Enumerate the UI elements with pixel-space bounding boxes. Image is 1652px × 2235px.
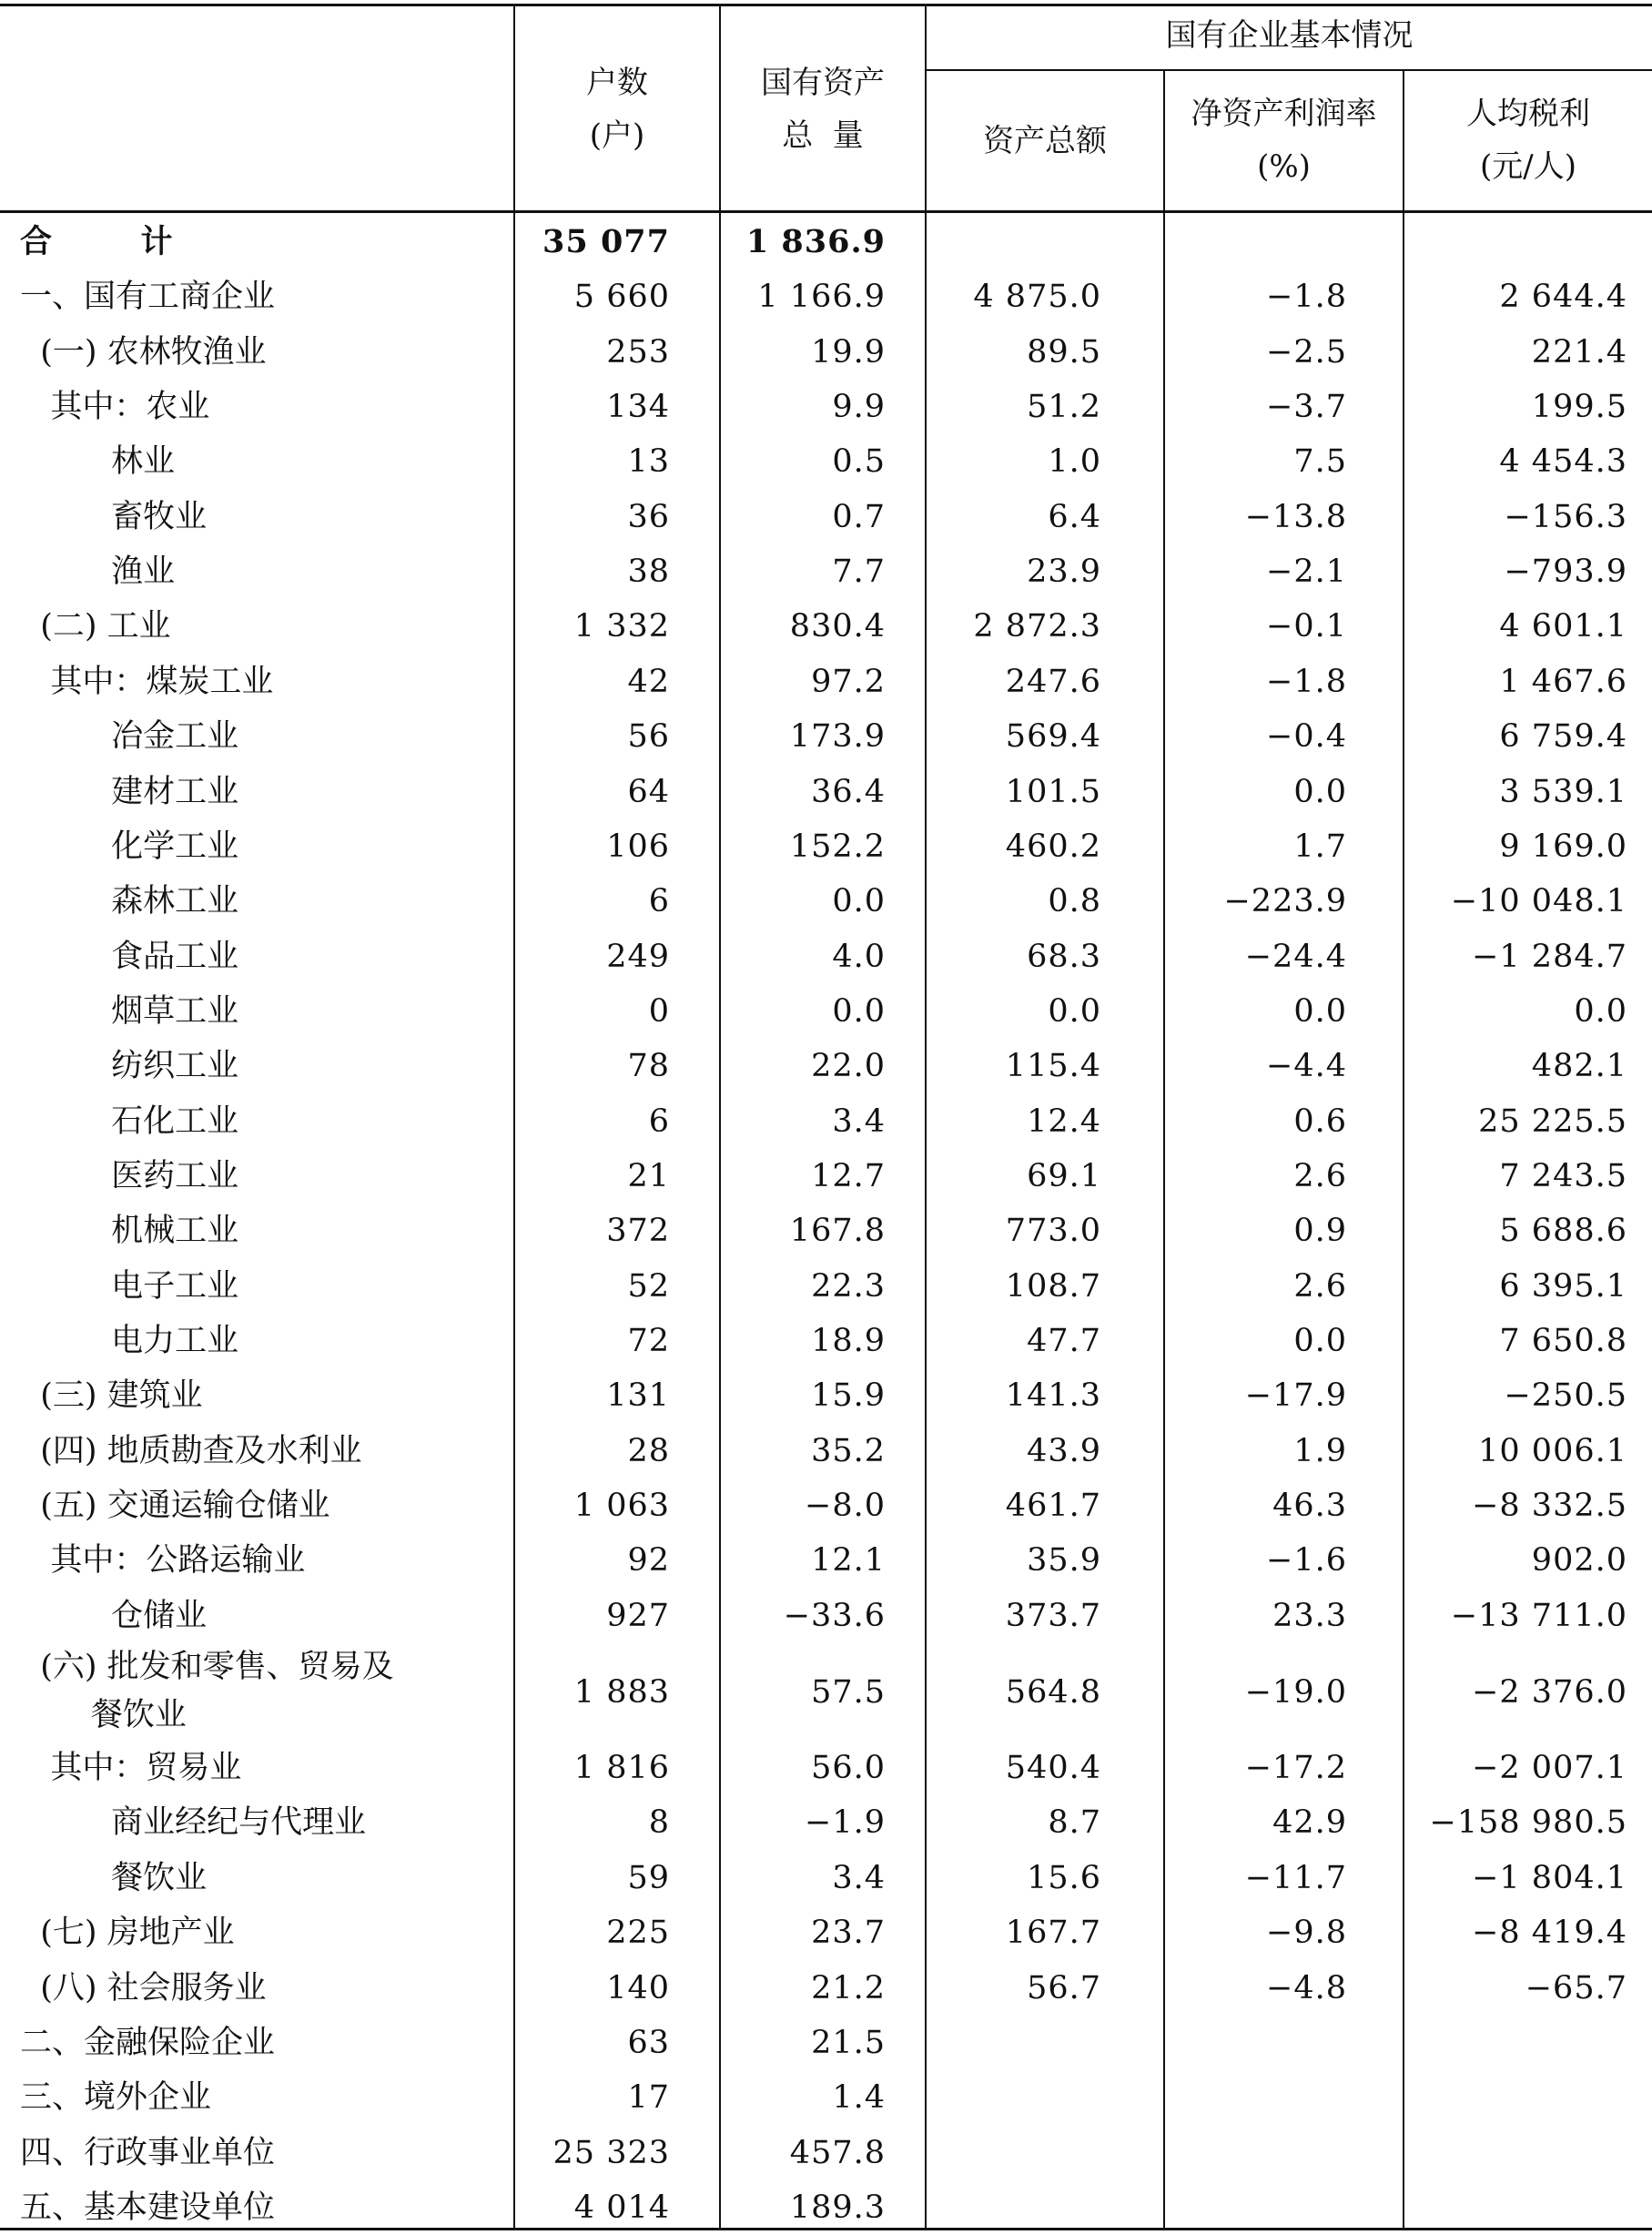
cell-roe: 2.6 [1293,1157,1347,1194]
cell-state-assets: −8.0 [805,1488,886,1525]
cell-tax-per-capita: 10 006.1 [1478,1432,1627,1469]
cell-roe: −13.8 [1244,498,1347,535]
cell-roe: −1.6 [1266,1542,1347,1580]
cell-tax-per-capita: −158 980.5 [1429,1804,1627,1842]
cell-households: 21 [627,1157,670,1194]
cell-total-assets: 0.8 [1048,883,1101,920]
cell-state-assets: 35.2 [811,1432,886,1469]
row-label: 食品工业 [20,938,239,975]
cell-tax-per-capita: 221.4 [1531,333,1627,371]
cell-state-assets: 1 836.9 [745,223,886,260]
cell-state-assets: 57.5 [811,1673,886,1711]
cell-households: 134 [606,389,670,426]
cell-total-assets: 247.6 [1005,663,1101,700]
cell-state-assets: 15.9 [811,1377,886,1415]
col-divider-3 [925,4,927,2230]
cell-state-assets: 3.4 [832,1859,886,1896]
cell-state-assets: 3.4 [832,1102,886,1140]
cell-total-assets: 68.3 [1027,938,1101,975]
cell-households: 5 660 [573,279,670,316]
cell-roe: −4.4 [1266,1048,1347,1085]
row-label: 四、行政事业单位 [20,2134,276,2171]
cell-households: 52 [627,1267,670,1305]
cell-roe: −24.4 [1244,938,1347,975]
cell-state-assets: 22.0 [811,1048,886,1085]
row-label: 机械工业 [20,1213,239,1250]
cell-total-assets: 373.7 [1005,1597,1101,1634]
cell-households: 1 063 [573,1488,670,1525]
header-group-title: 国有企业基本情况 [1165,17,1414,54]
cell-roe: −1.8 [1266,663,1347,700]
col-divider-2 [719,4,721,2230]
cell-state-assets: 7.7 [832,554,886,591]
cell-state-assets: 22.3 [811,1267,886,1305]
cell-households: 63 [627,2024,670,2061]
col-divider-4 [1163,69,1165,2230]
cell-roe: −3.7 [1266,389,1347,426]
cell-households: 6 [648,1102,670,1140]
cell-state-assets: 457.8 [789,2134,886,2171]
cell-roe: −0.4 [1266,718,1347,756]
cell-roe: −223.9 [1223,883,1347,920]
cell-total-assets: 47.7 [1027,1323,1101,1359]
cell-total-assets: 0.0 [1048,992,1101,1030]
cell-tax-per-capita: 2 644.4 [1499,279,1627,316]
row-label: 畜牧业 [20,498,208,535]
row-label: (七) 房地产业 [20,1915,235,1952]
cell-roe: 23.3 [1272,1597,1347,1634]
cell-total-assets: 89.5 [1027,333,1101,371]
cell-households: 56 [627,718,670,756]
row-label: 医药工业 [20,1157,239,1194]
row-label: (二) 工业 [20,608,171,645]
cell-households: 8 [648,1804,670,1842]
cell-households: 78 [627,1048,670,1085]
cell-state-assets: 1.4 [832,2079,886,2117]
cell-total-assets: 540.4 [1005,1750,1101,1787]
cell-roe: −17.9 [1244,1377,1347,1415]
cell-roe: 46.3 [1272,1488,1347,1525]
header-roe: 净资产利润率 (%) [1191,96,1377,185]
cell-households: 64 [627,773,670,810]
cell-households: 1 883 [573,1673,670,1711]
cell-roe: −2.1 [1266,554,1347,591]
cell-households: 17 [627,2079,670,2117]
cell-roe: −11.7 [1244,1859,1347,1896]
row-label: 冶金工业 [20,718,239,756]
row-label: 纺织工业 [20,1048,239,1085]
row-label: 森林工业 [20,883,239,920]
cell-households: 92 [627,1542,670,1580]
row-label: 二、金融保险企业 [20,2024,276,2061]
cell-roe: 0.6 [1293,1102,1347,1140]
cell-roe: 42.9 [1272,1804,1347,1842]
cell-state-assets: 830.4 [789,608,886,645]
cell-state-assets: 18.9 [811,1323,886,1359]
cell-households: 106 [606,828,670,865]
cell-state-assets: 9.9 [832,389,886,426]
cell-tax-per-capita: 902.0 [1531,1542,1627,1580]
cell-tax-per-capita: −250.5 [1504,1377,1627,1415]
cell-state-assets: 97.2 [811,663,886,700]
cell-tax-per-capita: 6 759.4 [1499,718,1627,756]
cell-households: 927 [606,1597,670,1634]
row-label: 其中：农业 [20,389,210,426]
col-divider-1 [513,4,515,2230]
row-label: 烟草工业 [20,992,239,1030]
cell-tax-per-capita: 4 454.3 [1499,443,1627,481]
cell-tax-per-capita: −2 376.0 [1472,1673,1627,1711]
cell-households: 36 [627,498,670,535]
header-households: 户数 (户) [586,65,648,154]
cell-roe: 0.9 [1293,1213,1347,1250]
cell-total-assets: 141.3 [1005,1377,1101,1415]
cell-total-assets: 6.4 [1048,498,1101,535]
cell-households: 42 [627,663,670,700]
cell-total-assets: 461.7 [1005,1488,1101,1525]
cell-tax-per-capita: −156.3 [1504,498,1627,535]
row-label: 林业 [20,443,176,481]
cell-roe: 7.5 [1293,443,1347,481]
cell-roe: −1.8 [1266,279,1347,316]
cell-state-assets: 0.0 [832,992,886,1030]
cell-households: 140 [606,1969,670,2006]
table-top-rule [0,4,1652,6]
cell-roe: 0.0 [1293,1323,1347,1359]
cell-state-assets: 1 166.9 [757,279,886,316]
cell-households: 25 323 [552,2134,670,2171]
cell-households: 1 332 [573,608,670,645]
row-label: 一、国有工商企业 [20,279,276,316]
cell-tax-per-capita: 25 225.5 [1478,1102,1627,1140]
cell-roe: −0.1 [1266,608,1347,645]
cell-roe: 0.0 [1293,773,1347,810]
cell-state-assets: 23.7 [811,1915,886,1952]
cell-roe: −9.8 [1266,1915,1347,1952]
cell-total-assets: 43.9 [1027,1432,1101,1469]
row-label: 商业经纪与代理业 [20,1804,367,1842]
cell-tax-per-capita: 3 539.1 [1499,773,1627,810]
cell-state-assets: 4.0 [832,938,886,975]
cell-state-assets: −1.9 [805,1804,886,1842]
row-label: 五、基本建设单位 [20,2189,276,2226]
cell-tax-per-capita: 0.0 [1574,992,1627,1030]
row-label: 仓储业 [20,1597,208,1634]
row-label: 餐饮业 [20,1859,208,1896]
cell-total-assets: 108.7 [1005,1267,1101,1305]
cell-state-assets: 0.5 [832,443,886,481]
cell-tax-per-capita: −65.7 [1525,1969,1627,2006]
cell-tax-per-capita: 5 688.6 [1499,1213,1627,1250]
row-label: (八) 社会服务业 [20,1969,267,2006]
row-label: (三) 建筑业 [20,1377,203,1415]
col-divider-5 [1403,69,1404,2230]
row-label: 合 计 [20,223,173,260]
row-label: (六) 批发和零售、贸易及 餐饮业 [40,1649,394,1734]
cell-state-assets: 36.4 [811,773,886,810]
cell-households: 72 [627,1323,670,1359]
row-label: 三、境外企业 [20,2079,212,2117]
cell-tax-per-capita: 199.5 [1531,389,1627,426]
cell-tax-per-capita: −13 711.0 [1450,1597,1627,1634]
row-label: 建材工业 [20,773,239,810]
cell-state-assets: 21.2 [811,1969,886,2006]
cell-households: 372 [606,1213,670,1250]
cell-state-assets: 19.9 [811,333,886,371]
cell-tax-per-capita: 482.1 [1531,1048,1627,1085]
cell-households: 225 [606,1915,670,1952]
cell-tax-per-capita: −793.9 [1504,554,1627,591]
cell-households: 28 [627,1432,670,1469]
cell-total-assets: 69.1 [1027,1157,1101,1194]
cell-total-assets: 35.9 [1027,1542,1101,1580]
cell-tax-per-capita: 6 395.1 [1499,1267,1627,1305]
cell-households: 35 077 [542,223,670,260]
cell-state-assets: 12.1 [811,1542,886,1580]
cell-state-assets: 152.2 [789,828,886,865]
cell-total-assets: 167.7 [1005,1915,1101,1952]
cell-tax-per-capita: −8 332.5 [1472,1488,1627,1525]
cell-state-assets: 167.8 [789,1213,886,1250]
cell-total-assets: 51.2 [1027,389,1101,426]
cell-tax-per-capita: 9 169.0 [1499,828,1627,865]
cell-households: 13 [627,443,670,481]
cell-tax-per-capita: 7 650.8 [1499,1323,1627,1359]
cell-state-assets: −33.6 [783,1597,886,1634]
cell-households: 6 [648,883,670,920]
cell-tax-per-capita: −8 419.4 [1472,1915,1627,1952]
cell-state-assets: 21.5 [811,2024,886,2061]
cell-tax-per-capita: −10 048.1 [1450,883,1627,920]
row-label: 其中：煤炭工业 [20,663,274,700]
cell-total-assets: 1.0 [1048,443,1101,481]
row-label: 石化工业 [20,1102,239,1140]
cell-total-assets: 23.9 [1027,554,1101,591]
cell-tax-per-capita: −1 804.1 [1472,1859,1627,1896]
cell-roe: 0.0 [1293,992,1347,1030]
row-label: 其中：贸易业 [20,1750,242,1787]
cell-tax-per-capita: −1 284.7 [1472,938,1627,975]
cell-state-assets: 0.0 [832,883,886,920]
header-state-assets: 国有资产 总 量 [761,65,885,154]
cell-roe: −19.0 [1244,1673,1347,1711]
cell-roe: 1.7 [1293,828,1347,865]
cell-total-assets: 115.4 [1005,1048,1101,1085]
cell-households: 0 [648,992,670,1030]
cell-state-assets: 56.0 [811,1750,886,1787]
cell-roe: −2.5 [1266,333,1347,371]
group-header-rule [925,69,1652,71]
row-label: 其中：公路运输业 [20,1542,306,1580]
cell-households: 4 014 [573,2189,670,2226]
cell-households: 38 [627,554,670,591]
row-label: 化学工业 [20,828,239,865]
cell-tax-per-capita: 1 467.6 [1499,663,1627,700]
cell-state-assets: 12.7 [811,1157,886,1194]
cell-households: 249 [606,938,670,975]
cell-households: 59 [627,1859,670,1896]
row-label: (五) 交通运输仓储业 [20,1488,330,1525]
cell-roe: 1.9 [1293,1432,1347,1469]
cell-state-assets: 0.7 [832,498,886,535]
cell-total-assets: 15.6 [1027,1859,1101,1896]
cell-total-assets: 56.7 [1027,1969,1101,2006]
cell-state-assets: 189.3 [789,2189,886,2226]
cell-households: 253 [606,333,670,371]
row-label: 电力工业 [20,1323,239,1359]
cell-total-assets: 773.0 [1005,1213,1101,1250]
cell-roe: −17.2 [1244,1750,1347,1787]
header-tax-per-capita: 人均税利 (元/人) [1466,96,1590,185]
cell-state-assets: 173.9 [789,718,886,756]
cell-total-assets: 101.5 [1005,773,1101,810]
cell-roe: −4.8 [1266,1969,1347,2006]
cell-total-assets: 12.4 [1027,1102,1101,1140]
cell-total-assets: 460.2 [1005,828,1101,865]
cell-total-assets: 2 872.3 [973,608,1101,645]
row-label: (一) 农林牧渔业 [20,333,267,371]
cell-total-assets: 4 875.0 [973,279,1101,316]
cell-tax-per-capita: 7 243.5 [1499,1157,1627,1194]
row-label: (四) 地质勘查及水利业 [20,1432,362,1469]
cell-households: 1 816 [573,1750,670,1787]
cell-total-assets: 8.7 [1048,1804,1101,1842]
row-label: 电子工业 [20,1267,239,1305]
cell-total-assets: 569.4 [1005,718,1101,756]
cell-tax-per-capita: 4 601.1 [1499,608,1627,645]
header-total-assets: 资产总额 [983,123,1107,159]
row-label: 渔业 [20,554,176,591]
cell-households: 131 [606,1377,670,1415]
cell-roe: 2.6 [1293,1267,1347,1305]
cell-total-assets: 564.8 [1005,1673,1101,1711]
cell-tax-per-capita: −2 007.1 [1472,1750,1627,1787]
